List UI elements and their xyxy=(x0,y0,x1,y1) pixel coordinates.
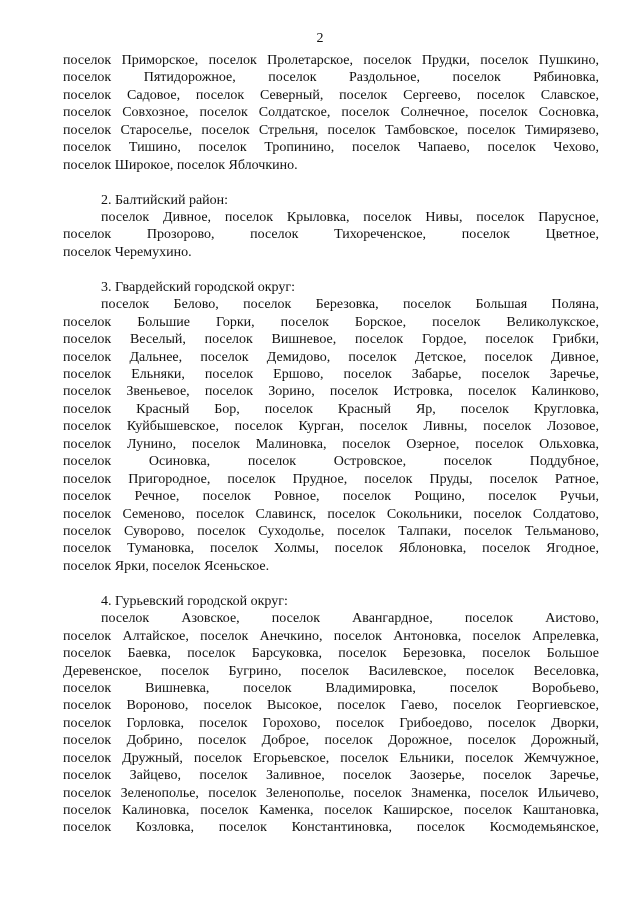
text-line: поселок Тишино, поселок Тропинино, поселок Чапаево, поселок Чехово, xyxy=(63,140,599,156)
page-number: 2 xyxy=(316,31,324,46)
text-line: поселок Баевка, поселок Барсуковка, поселок Березовка, поселок Большое xyxy=(63,646,599,662)
text-line: поселок Азовское, поселок Авангардное, поселок Аистово, xyxy=(101,611,599,627)
text-line: поселок Большие Горки, поселок Борское, поселок Великолукское, xyxy=(63,314,599,330)
section-paragraph-gvardeysky xyxy=(63,296,599,575)
text-line: поселок Вишневка, поселок Владимировка, поселок Воробьево, xyxy=(63,680,599,696)
text-line: поселок Староселье, поселок Стрельня, поселок Тамбовское, поселок Тимирязево, xyxy=(63,122,599,138)
text-line: поселок Осиновка, поселок Островское, поселок Поддубное, xyxy=(63,454,599,470)
text-line: поселок Красный Бор, поселок Красный Яр, поселок Кругловка, xyxy=(63,401,599,417)
text-line: поселок Звеньевое, поселок Зорино, поселок Истровка, поселок Калинково, xyxy=(63,384,599,400)
section-paragraph-guryevsky xyxy=(63,610,599,837)
text-line: поселок Козловка, поселок Константиновка, поселок Космодемьянское, xyxy=(63,820,599,836)
text-line: поселок Зеленополье, поселок Зеленополье, поселок Знаменка, поселок Ильичево, xyxy=(63,785,599,801)
text-line: поселок Калиновка, поселок Каменка, поселок Каширское, поселок Каштановка, xyxy=(63,803,599,818)
intro-paragraph xyxy=(63,52,599,174)
section-heading-gvardeysky: 3. Гвардейский городской округ: xyxy=(101,279,296,295)
text-line: поселок Приморское, поселок Пролетарское, поселок Прудки, поселок Пушкино, xyxy=(63,53,599,68)
text-line: поселок Ельняки, поселок Ершово, поселок Забарье, поселок Заречье, xyxy=(63,367,599,382)
section-heading-baltiysky: 2. Балтийский район: xyxy=(101,192,229,208)
text-line: поселок Лунино, поселок Малиновка, поселок Озерное, поселок Ольховка, xyxy=(63,436,599,452)
section-paragraph-baltiysky xyxy=(63,209,599,261)
text-line: поселок Горловка, поселок Горохово, поселок Грибоедово, поселок Дворки, xyxy=(63,715,599,731)
section-heading-guryevsky: 4. Гурьевский городской округ: xyxy=(101,593,288,609)
text-line: поселок Белово, поселок Березовка, поселок Большая Поляна, xyxy=(101,297,599,313)
text-line: Деревенское, поселок Бугрино, поселок Василевское, поселок Веселовка, xyxy=(63,663,599,679)
text-line: поселок Совхозное, поселок Солдатское, поселок Солнечное, поселок Сосновка, xyxy=(63,105,599,121)
text-line: поселок Добрино, поселок Доброе, поселок Дорожное, поселок Дорожный, xyxy=(63,733,599,749)
text-line: поселок Широкое, поселок Яблочкино. xyxy=(63,157,298,173)
text-line: поселок Вороново, поселок Высокое, поселок Гаево, поселок Георгиевское, xyxy=(63,698,599,714)
document-body xyxy=(63,52,599,837)
text-line: поселок Алтайское, поселок Анечкино, поселок Антоновка, поселок Апрелевка, xyxy=(63,628,599,644)
text-line: поселок Веселый, поселок Вишневое, поселок Гордое, поселок Грибки, xyxy=(63,332,599,348)
text-line: поселок Дивное, поселок Крыловка, поселок Нивы, поселок Парусное, xyxy=(101,210,599,225)
text-line: поселок Дружный, поселок Егорьевское, поселок Ельники, поселок Жемчужное, xyxy=(63,750,599,766)
text-line: поселок Куйбышевское, поселок Курган, поселок Ливны, поселок Лозовое, xyxy=(63,419,599,435)
text-line: поселок Речное, поселок Ровное, поселок Рощино, поселок Ручьи, xyxy=(63,489,599,505)
text-line: поселок Пятидорожное, поселок Раздольное, поселок Рябиновка, xyxy=(63,70,599,86)
text-line: поселок Черемухино. xyxy=(63,244,192,260)
text-line: поселок Прозорово, поселок Тихореченское, поселок Цветное, xyxy=(63,227,599,243)
text-line: поселок Ярки, поселок Ясеньское. xyxy=(63,558,270,574)
text-line: поселок Пригородное, поселок Прудное, поселок Пруды, поселок Ратное, xyxy=(63,471,599,487)
text-line: поселок Зайцево, поселок Заливное, поселок Заозерье, поселок Заречье, xyxy=(63,768,599,784)
text-line: поселок Семеново, поселок Славинск, поселок Сокольники, поселок Солдатово, xyxy=(63,506,599,522)
text-line: поселок Садовое, поселок Северный, поселок Сергеево, поселок Славское, xyxy=(63,87,599,103)
text-line: поселок Тумановка, поселок Холмы, поселок Яблоновка, поселок Ягодное, xyxy=(63,541,599,557)
text-line: поселок Дальнее, поселок Демидово, поселок Детское, поселок Дивное, xyxy=(63,349,599,365)
text-line: поселок Суворово, поселок Суходолье, поселок Талпаки, поселок Тельманово, xyxy=(63,523,599,539)
